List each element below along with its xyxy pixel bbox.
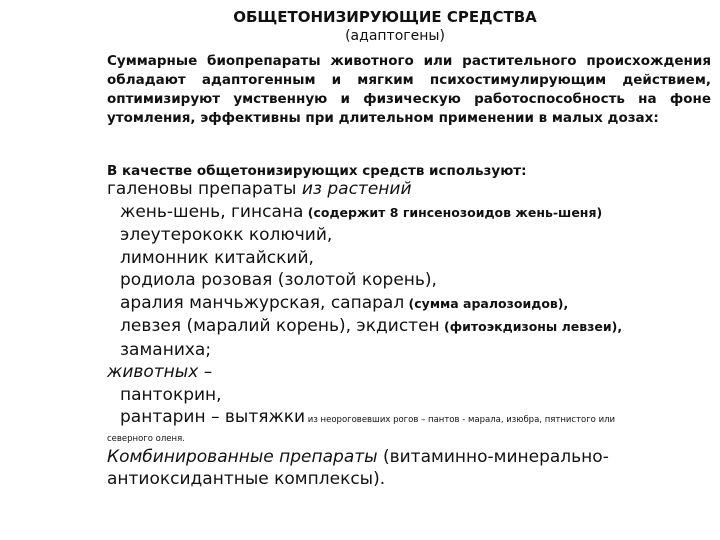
plants-heading: [107, 178, 717, 201]
item-name: левзея (маралий корень), экдистен: [120, 316, 440, 336]
list-item: [107, 406, 717, 432]
item-name: жень-шень, гинсана: [120, 201, 304, 222]
list-item: [107, 224, 717, 247]
item-note: (фитоэкдизоны левзеи),: [439, 319, 623, 334]
list-item: [107, 269, 717, 292]
animals-heading: животных –: [107, 362, 213, 382]
page-subtitle: (адаптогены): [345, 28, 445, 44]
plants-prefix: галеновы препараты: [107, 179, 302, 199]
list-item: [107, 201, 717, 225]
remedy-list: [107, 178, 717, 490]
intro-paragraph: Суммарные биопрепараты животного или растительного происхождения обладают адаптогенным и мягким психостимулирующим действием, оптимизируют умственную и физическую работоспособность на фоне утомления, эффективны при длительном применении в малых дозах:: [107, 53, 711, 126]
list-item: [107, 247, 717, 270]
item-name: элеутерококк колючий,: [120, 225, 333, 245]
plants-suffix: из растений: [301, 179, 412, 199]
list-item: [107, 292, 717, 316]
item-name: аралия манчьжурская, сапарал: [120, 292, 405, 313]
list-item: [107, 315, 717, 339]
item-name: заманиха;: [120, 339, 212, 360]
item-note: (содержит 8 гинсенозоидов жень-шеня): [303, 204, 603, 220]
lead-text: В качестве общетонизирующих средств используют:: [107, 163, 527, 179]
combined-prefix: Комбинированные препараты: [107, 446, 378, 467]
item-name: лимонник китайский,: [120, 247, 314, 268]
item-name: пантокрин,: [120, 384, 222, 405]
list-item: [107, 384, 717, 407]
list-item: [107, 339, 717, 362]
item-name: родиола розовая (золотой корень),: [120, 270, 437, 290]
combined-line: [107, 446, 667, 490]
page-title: ОБЩЕТОНИЗИРУЮЩИЕ СРЕДСТВА: [233, 8, 537, 26]
item-note: из неороговевших рогов – пантов - марала, изюбра, пятнистого или: [305, 415, 616, 425]
animals-note-continuation: северного оленя.: [107, 433, 185, 444]
item-note: (сумма аралозоидов),: [404, 295, 569, 311]
combined-suffix: (витаминно-минерально-антиоксидантные комплексы).: [107, 446, 609, 489]
item-name: рантарин – вытяжки: [120, 407, 306, 427]
